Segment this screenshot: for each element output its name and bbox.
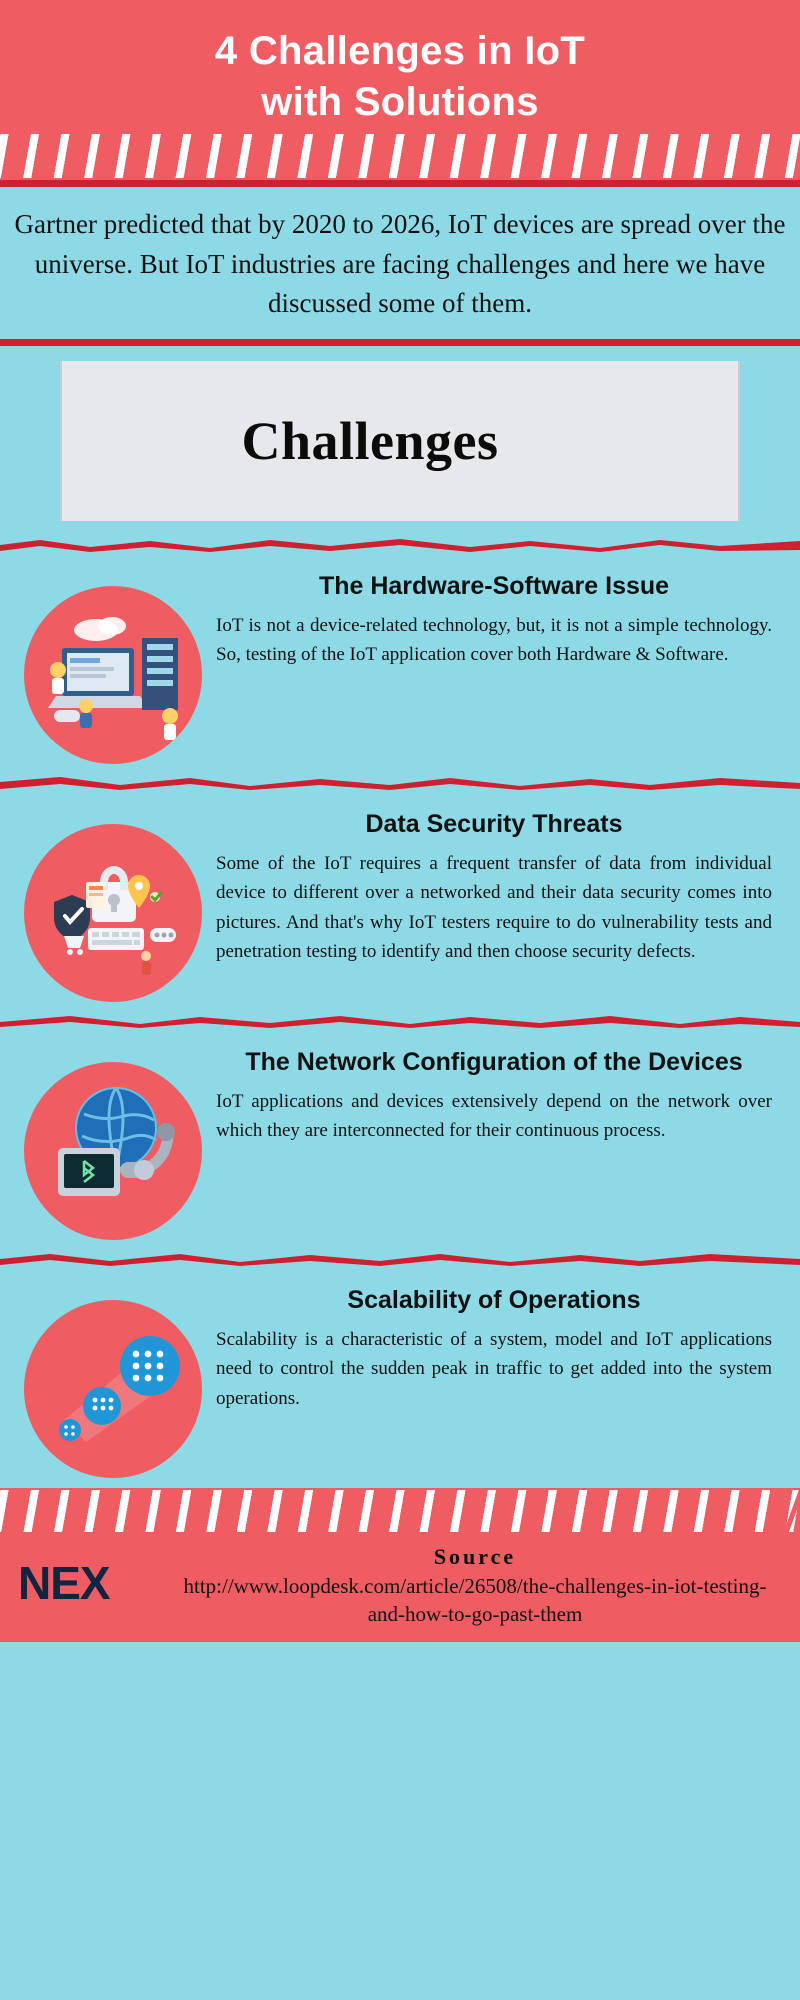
- footer-stripe-lines: [0, 1490, 800, 1532]
- intro-text: Gartner predicted that by 2020 to 2026, IoT devices are spread over the universe. But IoT industries are facing challenges and here we have discussed some of them.: [14, 209, 786, 318]
- challenge-2-thumb: [18, 808, 208, 998]
- footer: [0, 1488, 800, 1643]
- banner-notch-left: [0, 386, 52, 526]
- page-title-line-2: with Solutions: [261, 80, 539, 125]
- divider-rule-top: [0, 180, 800, 187]
- challenge-4-thumb: [18, 1284, 208, 1474]
- banner-notch-right: [748, 386, 800, 526]
- challenge-3-text: IoT applications and devices extensively depend on the network over which they are interconnected for their continuous process.: [216, 1090, 772, 1142]
- challenge-3-thumb: [18, 1046, 208, 1236]
- page-title: [40, 26, 760, 128]
- page-title-line-1: 4 Challenges in IoT: [214, 29, 586, 73]
- challenge-2-body: [216, 808, 776, 967]
- torn-divider-3: [0, 1012, 800, 1028]
- challenge-1-title: The Hardware-Software Issue: [318, 571, 670, 600]
- challenge-2-title: Data Security Threats: [365, 809, 623, 838]
- source-url-link[interactable]: http://www.loopdesk.com/article/26508/the-challenges-in-iot-testing-and-how-to-go-past-them: [183, 1573, 767, 1627]
- stripe-lines: [0, 134, 800, 178]
- challenge-1-text: IoT is not a device-related technology, but, it is not a simple technology. So, testing of the IoT application cover both Hardware & Software.: [216, 614, 772, 666]
- challenge-section-3: [0, 1028, 800, 1250]
- challenge-section-4: [0, 1266, 800, 1488]
- intro-block: [0, 187, 800, 338]
- source-label: Source: [433, 1543, 517, 1569]
- challenge-3-title: The Network Configuration of the Devices: [245, 1047, 743, 1076]
- source-block: [168, 1538, 782, 1629]
- footer-body: [0, 1534, 800, 1629]
- scalability-illustration-icon: [24, 1300, 202, 1478]
- challenge-4-text: Scalability is a characteristic of a system, model and IoT applications need to control the sudden peak in traffic to get added into the system operations.: [216, 1328, 772, 1409]
- data-security-illustration-icon: [24, 824, 202, 1002]
- header-stripe-pattern: [0, 128, 800, 180]
- challenge-4-body: [216, 1284, 776, 1413]
- divider-rule-intro-bottom: [0, 339, 800, 346]
- challenges-banner-wrap: [0, 346, 800, 536]
- challenges-banner: [60, 361, 740, 521]
- torn-divider-1: [0, 536, 800, 552]
- torn-divider-2: [0, 774, 800, 790]
- network-configuration-illustration-icon: [24, 1062, 202, 1240]
- challenge-1-body: [216, 570, 776, 670]
- torn-divider-4: [0, 1250, 800, 1266]
- challenge-4-title: Scalability of Operations: [347, 1285, 641, 1314]
- brand-logo: [18, 1538, 168, 1610]
- brand-logo-text: NEX: [18, 1556, 110, 1609]
- challenges-banner-title: Challenges: [241, 410, 499, 471]
- header: [0, 0, 800, 128]
- hardware-software-illustration-icon: [24, 586, 202, 764]
- challenge-3-body: [216, 1046, 776, 1146]
- challenge-2-text: Some of the IoT requires a frequent transfer of data from individual device to different over a networked and their data security comes into pictures. And that's why IoT testers require to do vulnerability tests and penetration testing to identify and then choose security defects.: [216, 852, 772, 963]
- challenge-1-thumb: [18, 570, 208, 760]
- footer-stripe-pattern: [0, 1488, 800, 1534]
- challenge-section-2: [0, 790, 800, 1012]
- challenge-section-1: [0, 552, 800, 774]
